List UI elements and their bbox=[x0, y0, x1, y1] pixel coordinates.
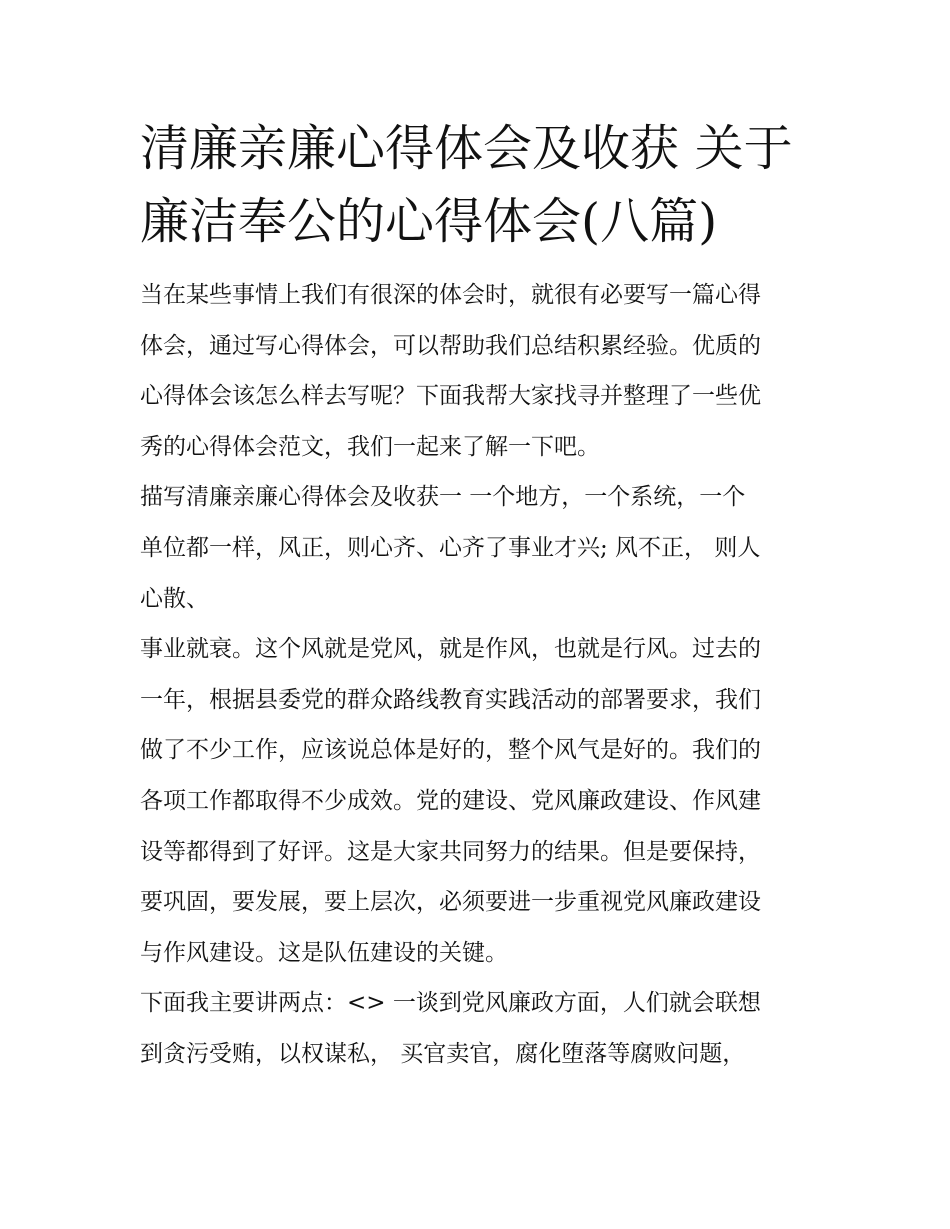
title-line-2: 廉洁奉公的心得体会(八篇) bbox=[140, 193, 718, 250]
title-line-1: 清廉亲廉心得体会及收获 关于 bbox=[140, 120, 793, 177]
body-line: 心得体会该怎么样去写呢？下面我帮大家找寻并整理了一些优 bbox=[140, 383, 761, 410]
body-line: 要巩固，要发展，要上层次，必须要进一步重视党风廉政建设 bbox=[140, 889, 761, 916]
body-line: 到贪污受贿，以权谋私， 买官卖官，腐化堕落等腐败问题， bbox=[140, 1040, 746, 1067]
body-line: 各项工作都取得不少成效。党的建设、党风廉政建设、作风建 bbox=[140, 787, 761, 814]
body-line: 下面我主要讲两点：<> 一谈到党风廉政方面，人们就会联想 bbox=[140, 990, 761, 1017]
body-line: 描写清廉亲廉心得体会及收获一 一个地方，一个系统，一个 bbox=[140, 484, 746, 511]
document-body bbox=[140, 270, 812, 1080]
body-line: 心散、 bbox=[140, 585, 209, 612]
body-line: 单位都一样，风正，则心齐、心齐了事业才兴; 风不正， 则人 bbox=[140, 534, 761, 561]
document-page bbox=[140, 112, 812, 1080]
body-line: 设等都得到了好评。这是大家共同努力的结果。但是要保持， bbox=[140, 838, 761, 865]
body-line: 与作风建设。这是队伍建设的关键。 bbox=[140, 939, 508, 966]
body-line: 当在某些事情上我们有很深的体会时，就很有必要写一篇心得 bbox=[140, 282, 761, 308]
document-title bbox=[140, 112, 812, 258]
body-line: 事业就衰。这个风就是党风，就是作风，也就是行风。过去的 bbox=[140, 636, 761, 663]
body-line: 一年，根据县委党的群众路线教育实践活动的部署要求，我们 bbox=[140, 686, 761, 713]
body-line: 秀的心得体会范文，我们一起来了解一下吧。 bbox=[140, 433, 600, 460]
body-line: 做了不少工作，应该说总体是好的，整个风气是好的。我们的 bbox=[140, 737, 761, 764]
body-line: 体会，通过写心得体会，可以帮助我们总结积累经验。优质的 bbox=[140, 332, 761, 359]
